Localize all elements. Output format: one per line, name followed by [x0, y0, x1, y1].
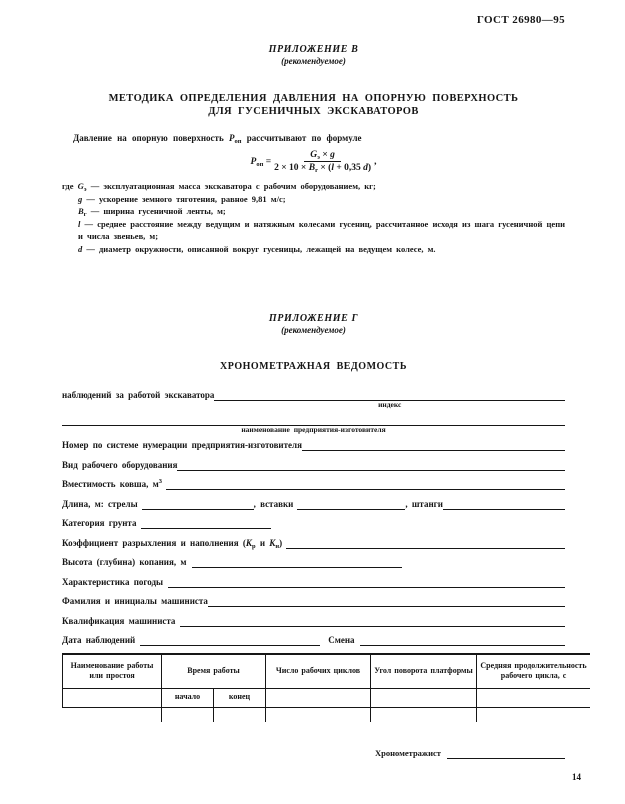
appendix-b-label: ПРИЛОЖЕНИЕ В — [268, 44, 359, 55]
col-header-cycles: Число рабочих циклов — [266, 655, 371, 689]
field-coefficients: Коэффициент разрыхления и наполнения ($К_р$ и $К_н$) — [62, 536, 565, 549]
field-weather: Характеристика погоды — [62, 575, 565, 588]
where-item-gravity: g — ускорение земного тяготения, равное 9,81 м/с; — [78, 193, 286, 204]
where-list — [62, 180, 565, 255]
col-header-platform-angle: Угол поворота платформы — [371, 655, 477, 689]
gost-number: ГОСТ 26980—95 — [476, 14, 565, 26]
field-operator-qualification: Квалификация машиниста — [62, 614, 565, 627]
blank-line — [286, 536, 565, 549]
timesheet-form — [62, 388, 565, 646]
blank-line-boom — [142, 497, 254, 510]
empty-data-cell — [162, 708, 214, 722]
field-observation-date-shift: Дата наблюдений Смена — [62, 633, 565, 646]
blank-line-shift — [360, 633, 565, 646]
blank-line-rod — [443, 497, 565, 510]
field-soil-category: Категория грунта — [62, 516, 565, 529]
intro-paragraph: Давление на опорную поверхность $Р_{оп}$ рассчитывают по формуле — [73, 133, 362, 145]
field-manufacturer-name — [62, 413, 565, 434]
signature-line — [447, 746, 565, 759]
methodology-title-line1: МЕТОДИКА ОПРЕДЕЛЕНИЯ ДАВЛЕНИЯ НА ОПОРНУЮ ПОВЕРХНОСТЬ — [108, 93, 519, 104]
where-item-track-width: $В_г$ — ширина гусеничной ленты, м; — [78, 206, 226, 218]
blank-line — [192, 555, 402, 568]
where-item-distance: l — среднее расстояние между ведущим и натяжным колесами гусениц, рассчитанное исходя из шага гусеничной цепи и числа звеньев, м; — [78, 218, 565, 241]
col-header-work-name: Наименование работы или простоя — [62, 655, 162, 689]
field-numbering-system: Номер по системе нумерации предприятия-изготовителя — [62, 438, 565, 451]
formula-numerator: $G_э \times g$ — [304, 150, 341, 162]
blank-line — [166, 477, 565, 490]
field-bucket-capacity: Вместимость ковша, $м^3$ — [62, 477, 565, 490]
formula-denominator: $2 \times 10 \times В_г \times (l + 0,35$ d) — [274, 163, 372, 174]
blank-line-date — [140, 633, 320, 646]
empty-cell — [477, 689, 590, 708]
appendix-g-note: (рекомендуемое) — [281, 325, 346, 335]
page-number: 14 — [572, 772, 581, 782]
appendix-b-note: (рекомендуемое) — [281, 56, 346, 66]
field-caption-manufacturer: наименование предприятия-изготовителя — [241, 425, 386, 434]
col-header-work-time: Время работы — [162, 655, 266, 689]
field-digging-depth: Высота (глубина) копания, м — [62, 555, 565, 568]
where-item-g-mass: где $G_э$ — эксплуатационная масса экскаватора с рабочим оборудованием, кг; — [62, 181, 376, 193]
pressure-symbol: Р — [228, 133, 235, 143]
signature-label: Хронометражист — [375, 747, 441, 758]
blank-line — [180, 614, 565, 627]
col-subheader-start: начало — [162, 689, 214, 708]
col-subheader-end: конец — [214, 689, 266, 708]
blank-line — [141, 516, 271, 529]
field-caption-index: индекс — [378, 400, 402, 409]
field-operator-name: Фамилия и инициалы машиниста — [62, 594, 565, 607]
empty-data-cell — [266, 708, 371, 722]
blank-line — [168, 575, 565, 588]
pressure-formula — [62, 150, 565, 173]
methodology-title-line2: ДЛЯ ГУСЕНИЧНЫХ ЭКСКАВАТОРОВ — [208, 106, 419, 117]
formula-tail: , — [374, 156, 377, 167]
formula-fraction — [274, 150, 371, 173]
blank-line — [208, 594, 565, 607]
blank-line — [177, 458, 565, 471]
empty-data-cell — [62, 708, 162, 722]
blank-line-insert — [297, 497, 405, 510]
field-observations-index: наблюдений за работой экскаватора индекс — [62, 388, 565, 401]
empty-cell — [266, 689, 371, 708]
timesheet-title: ХРОНОМЕТРАЖНАЯ ВЕДОМОСТЬ — [220, 361, 407, 372]
blank-line — [62, 413, 565, 434]
field-work-equipment-type: Вид рабочего оборудования — [62, 458, 565, 471]
timesheet-table — [62, 653, 587, 722]
empty-data-cell — [214, 708, 266, 722]
methodology-title — [62, 92, 565, 118]
empty-data-cell — [371, 708, 477, 722]
empty-data-cell — [477, 708, 590, 722]
appendix-g-label: ПРИЛОЖЕНИЕ Г — [268, 313, 359, 324]
where-item-diameter: d — диаметр окружности, описанной вокруг гусеницы, лежащей на ведущем колесе, м. — [78, 243, 436, 254]
empty-cell — [62, 689, 162, 708]
signature-row — [375, 746, 565, 759]
empty-cell — [371, 689, 477, 708]
field-lengths: Длина, м: стрелы , вставки , штанги — [62, 497, 565, 510]
blank-line — [302, 438, 565, 451]
col-header-avg-cycle-duration: Средняя продолжительность рабочего цикла, с — [477, 655, 590, 689]
formula-lhs: $Р_{оп}$ = — [250, 156, 272, 168]
